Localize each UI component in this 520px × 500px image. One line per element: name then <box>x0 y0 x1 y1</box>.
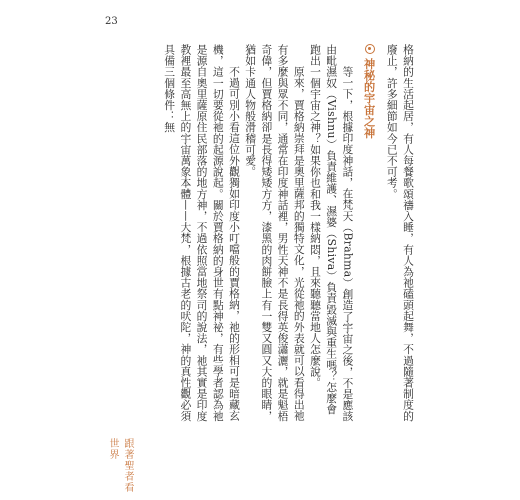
section-heading <box>361 44 377 424</box>
paragraph-2: 等一下，根據印度神話，在梵天（Brahma）創造了宇宙之後，不是應該由毗濕奴（Vishnu）負責維護、濕婆（Shiva）負責毀滅與重生嗎？怎麼會跑出一個宇宙之神？如果你也和我一樣納悶，且來聽聽當地人怎麼說。 <box>308 44 355 422</box>
heading-bullet-icon <box>365 44 375 54</box>
paragraph-4: 不過可別小看這位外觀獨如印度小叮噹般的賈格納，祂的形相可是暗藏玄機，這一切要從祂的起源說起。關於賈格納的身世有點神祕，有些學者認為祂是源自奧里薩原住民部落的地方神，不過依照當地祭司的說法，祂其實是印度教裡最至高無上的宇宙萬象本體——大梵，根據古老的吠陀，神的真性觀必須具備三個條件：無 <box>163 44 241 422</box>
running-footer: 跟著聖者看世界 <box>107 438 133 493</box>
section-heading-text: 神秘的宇宙之神 <box>362 58 377 139</box>
body-text <box>126 44 416 424</box>
page-number: 23 <box>105 16 118 27</box>
paragraph-3: 原來，賈格納崇拜是奧里薩邦的獨特文化，光從祂的外表就可以看得出祂有多麼與眾不同，通常在印度神話裡，男性天神不是長得英俊瀟灑，就是魁梧奇偉，但賈格納卻是長得矮矮方方，漆黑的肉餅臉上有一雙又圓又大的眼睛，猶如卡通人物般滑稽可愛。 <box>244 44 306 422</box>
paragraph-1: 格納的生活起居，有人每餐歌頌禱入睡，有人為祂磕頭起舞，不過隨著制度的廢止，許多細節如今已不可考。 <box>385 44 415 422</box>
